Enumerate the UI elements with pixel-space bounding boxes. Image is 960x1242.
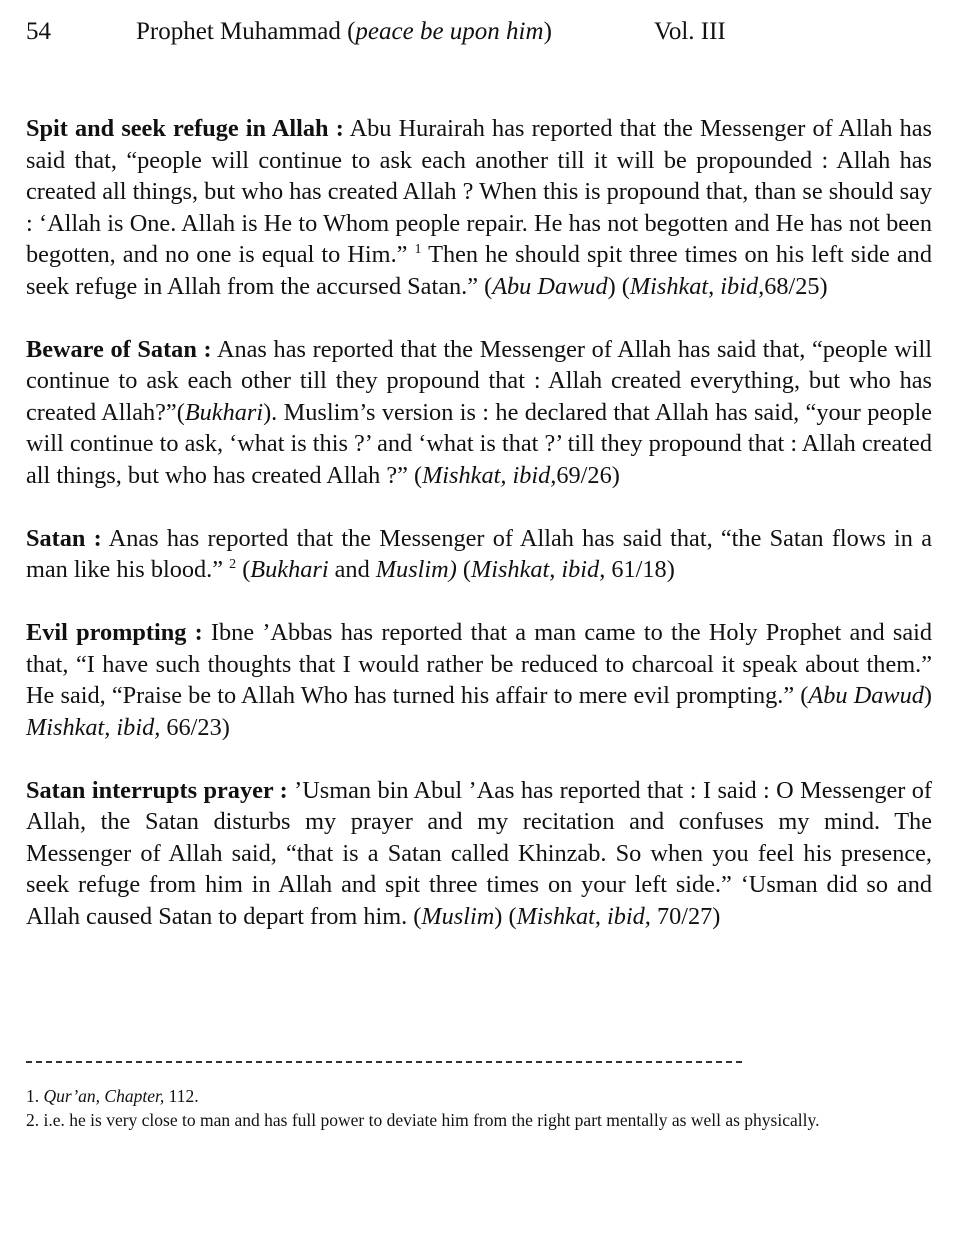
citation: Mishkat, ibid, [422, 461, 557, 489]
entry-heading: Satan interrupts prayer : [26, 776, 288, 804]
entry-text: Anas has reported that the Messenger of Allah has said that, “people will continue to ask each other till they propound that : Allah created everything, but who has created Allah?”( [26, 335, 933, 426]
entry-text: Then he should spit three times on his left side and seek refuge in Allah from the accursed Satan.” ( [26, 241, 932, 300]
footnote-2 [26, 1108, 932, 1132]
entry-heading: Satan : [26, 524, 102, 552]
entry-beware-of-satan [26, 334, 932, 492]
citation: Mishkat, ibid, [26, 713, 161, 741]
volume-label: Vol. III [654, 18, 726, 45]
entry-text: Anas has reported that the Messenger of Allah has said that, “the Satan flows in a man like his blood.” [26, 524, 932, 583]
entry-satan-interrupts-prayer [26, 775, 932, 933]
citation: Bukhari [184, 398, 264, 426]
entry-satan [26, 523, 932, 586]
entry-text: Abu Hurairah has reported that the Messenger of Allah has said that, “people will continue to ask each another till it will be propounded : Allah has created all things, but who has created Allah ? When this is propound that, than se should say : ‘Allah is One. Allah is He to Whom people repair. He has not begotten and He has not been begotten, and no one is equal to Him.” [26, 115, 932, 268]
citation: Muslim [421, 902, 495, 930]
footnote-divider [26, 1061, 742, 1063]
entry-heading: Spit and seek refuge in Allah : [26, 115, 344, 142]
reference: 69/26) [556, 461, 620, 489]
reference: 66/23) [160, 713, 230, 741]
entry-text: ) ( [494, 902, 517, 930]
entry-text: ’Usman bin Abul ’Aas has reported that : I said : O Messenger of Allah, the Satan disturbs my prayer and my recitation and confuses my mind. The Messenger of Allah said, “that is a Satan called Khinzab. So when you feel his presence, seek refuge from him in Allah and spit three times on your left side.” ‘Usman did so and Allah caused Satan to depart from him. ( [26, 776, 932, 930]
footnote-ref: 1 [414, 242, 422, 257]
entry-text: ) ( [607, 272, 630, 300]
entry-spit-and-seek-refuge [26, 113, 932, 302]
footnote-number: 1. [26, 1086, 40, 1106]
footnote-ref: 2 [229, 557, 237, 572]
entry-text: ). Muslim’s version is : he declared that Allah has said, “your people will continue to ask, ‘what is this ?’ and ‘what is that ?’ till they propound that : Allah created all things, but who has created Allah ?” ( [26, 398, 933, 489]
entry-heading: Evil prompting : [26, 619, 203, 646]
entry-evil-prompting [26, 617, 932, 743]
entry-text: ) [923, 682, 932, 709]
footnote-italic: Qur’an, Chapter, [43, 1086, 165, 1106]
page-body [26, 113, 932, 964]
citation: Muslim) [375, 556, 457, 583]
entry-text: Ibne ’Abbas has reported that a man came to the Holy Prophet and said that, “I have such thoughts that I would rather be reduced to charcoal it speak about them.” He said, “Praise be to Allah Who has turned his affair to mere evil prompting.” ( [26, 619, 932, 709]
title-italic: peace be upon him [355, 18, 544, 45]
citation: Bukhari [250, 556, 329, 583]
citation: Mishkat, ibid, [629, 272, 765, 300]
citation: Mishkat, ibid, [516, 902, 651, 930]
page-number: 54 [26, 18, 51, 45]
footnote-text: i.e. he is very close to man and has full power to deviate him from the right part mentally as well as physically. [39, 1110, 820, 1130]
entry-text: ( [236, 556, 251, 583]
footnotes [26, 1084, 932, 1132]
entry-text: ( [456, 556, 471, 583]
footnote-number: 2. [26, 1110, 40, 1130]
reference: 61/18) [605, 556, 675, 583]
citation: Abu Dawud [492, 272, 608, 300]
entry-heading: Beware of Satan : [26, 335, 212, 363]
title-suffix: ) [543, 18, 552, 45]
citation: Mishkat, ibid, [470, 556, 606, 583]
reference: 68/25) [764, 272, 828, 300]
reference: 70/27) [650, 902, 721, 930]
entry-text: and [328, 556, 376, 583]
title-prefix: Prophet Muhammad ( [136, 18, 356, 45]
page-header [26, 18, 934, 54]
running-title [136, 18, 552, 46]
footnote-text: 112. [164, 1086, 199, 1106]
citation: Abu Dawud [808, 682, 924, 709]
footnote-1 [26, 1084, 932, 1108]
